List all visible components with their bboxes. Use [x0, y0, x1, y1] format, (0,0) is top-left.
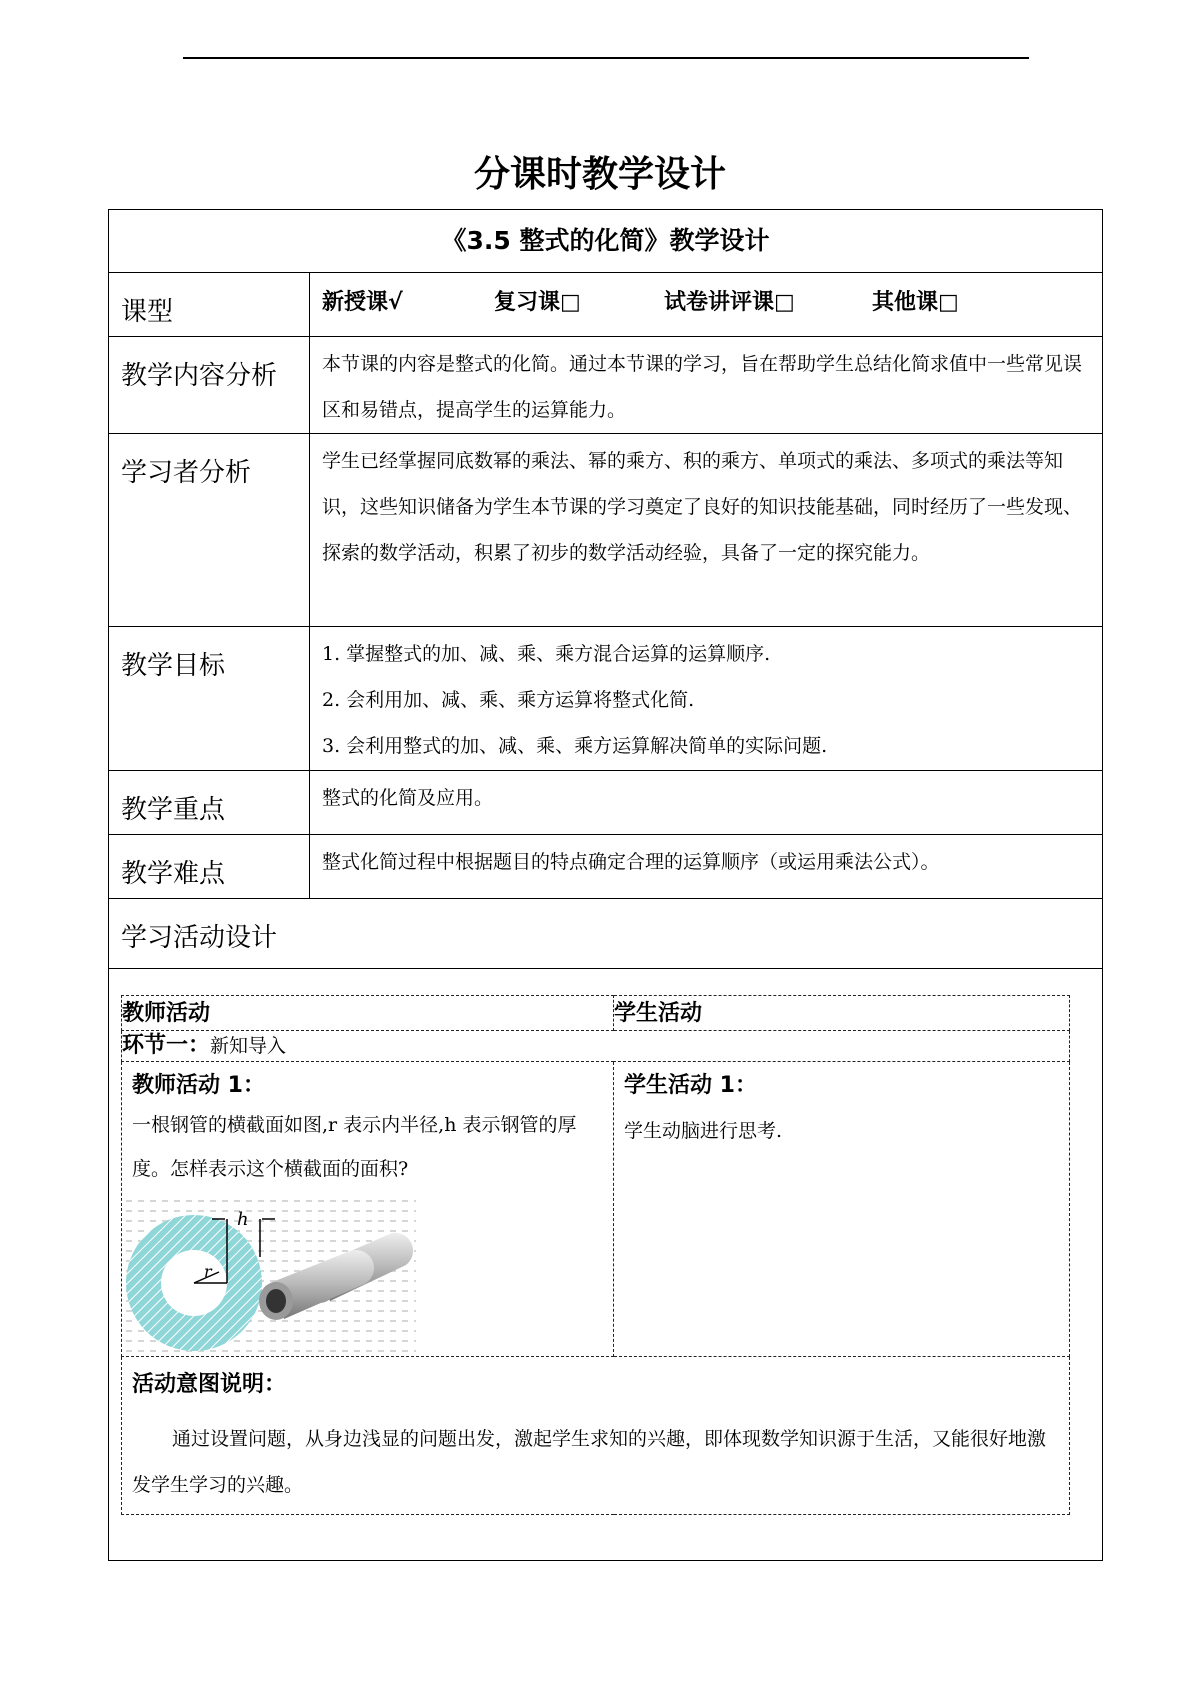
objective-item: 3. 会利用整式的加、减、乘、乘方运算解决简单的实际问题. — [322, 735, 828, 757]
objective-item: 2. 会利用加、减、乘、乘方运算将整式化简. — [322, 689, 695, 711]
course-type-options — [310, 273, 1103, 337]
activity-intent-cell — [122, 1357, 1070, 1515]
key-point-label: 教学重点 — [109, 771, 310, 835]
learner-analysis-label: 学习者分析 — [109, 434, 310, 627]
key-point-text: 整式的化简及应用。 — [310, 771, 1103, 835]
objective-item: 1. 掌握整式的加、减、乘、乘方混合运算的运算顺序. — [322, 643, 771, 665]
course-type-option: 复习课□ — [494, 290, 581, 315]
content-analysis-text: 本节课的内容是整式的化简。通过本节课的学习，旨在帮助学生总结化简求值中一些常见误区和易错点，提高学生的运算能力。 — [310, 337, 1103, 434]
course-type-option: 其他课□ — [872, 290, 959, 315]
content-analysis-label: 教学内容分析 — [109, 337, 310, 434]
activity-table — [121, 995, 1070, 1515]
learner-analysis-text: 学生已经掌握同底数幂的乘法、幂的乘方、积的乘方、单项式的乘法、多项式的乘法等知识，这些知识储备为学生本节课的学习奠定了良好的知识技能基础，同时经历了一些发现、探索的数学活动，积累了初步的数学活动经验，具备了一定的探究能力。 — [310, 434, 1103, 627]
student-activity-cell — [614, 1062, 1070, 1357]
course-type-option: 新授课√ — [322, 290, 403, 315]
steel-pipe-figure — [124, 1197, 416, 1355]
student-activity-text: 学生动脑进行思考. — [624, 1120, 783, 1142]
header-rule — [183, 57, 1029, 59]
figure-label-r: r — [204, 1262, 212, 1281]
stage-row — [122, 1031, 1070, 1062]
intent-text: 通过设置问题，从身边浅显的问题出发，激起学生求知的兴趣，即体现数学知识源于生活，又能很好地激发学生学习的兴趣。 — [132, 1428, 1047, 1496]
stage-name: 新知导入 — [210, 1035, 287, 1057]
stage-label: 环节一： — [122, 1033, 211, 1058]
course-type-label: 课型 — [109, 273, 310, 337]
difficulty-label: 教学难点 — [109, 835, 310, 899]
teacher-activity-header: 教师活动 — [122, 996, 614, 1031]
activity-design-label: 学习活动设计 — [109, 899, 1103, 969]
teacher-activity-title: 教师活动 1： — [132, 1073, 265, 1098]
teacher-activity-text: 一根钢管的横截面如图,r 表示内半径,h 表示钢管的厚度。怎样表示这个横截面的面积? — [132, 1114, 577, 1180]
course-type-option: 试卷讲评课□ — [664, 290, 795, 315]
intent-title: 活动意图说明： — [132, 1372, 287, 1397]
student-activity-title: 学生活动 1： — [624, 1073, 757, 1098]
lesson-title: 《3.5 整式的化简》教学设计 — [109, 210, 1103, 273]
difficulty-text: 整式化简过程中根据题目的特点确定合理的运算顺序（或运用乘法公式）。 — [310, 835, 1103, 899]
figure-label-h: h — [237, 1209, 249, 1230]
page-title: 分课时教学设计 — [473, 154, 726, 195]
lesson-design-table — [108, 209, 1103, 1561]
teacher-activity-cell — [122, 1062, 614, 1357]
student-activity-header: 学生活动 — [614, 996, 1070, 1031]
objectives-list — [310, 627, 1103, 771]
objectives-label: 教学目标 — [109, 627, 310, 771]
activity-design-area — [109, 969, 1103, 1561]
